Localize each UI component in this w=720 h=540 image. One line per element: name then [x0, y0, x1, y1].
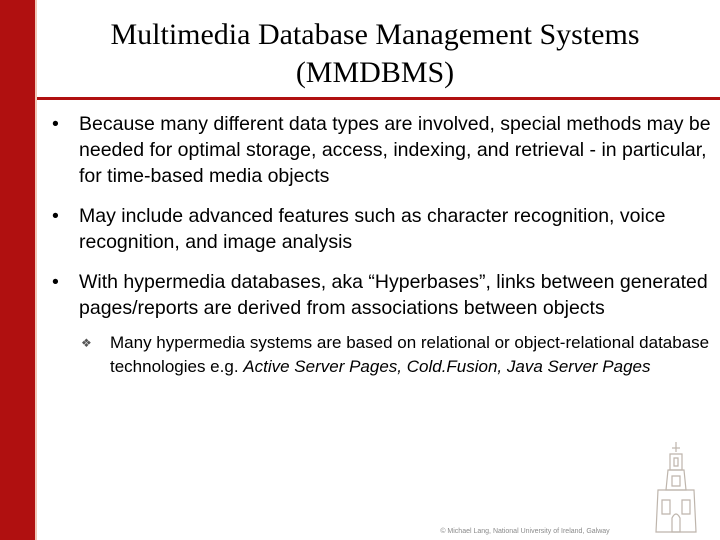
slide-title-line2: (MMDBMS) [295, 56, 455, 89]
sub-bullet-item [79, 331, 712, 379]
bullet-marker: • [52, 205, 59, 227]
bullet-item [52, 111, 712, 189]
bullet-text: With hypermedia databases, aka “Hyperbases”, links between generated pages/reports are derived from associations between objects [79, 271, 708, 319]
bullet-list [52, 111, 712, 393]
slide-title [40, 16, 710, 92]
bullet-item [52, 203, 712, 255]
bullet-text: May include advanced features such as character recognition, voice recognition, and image analysis [79, 205, 666, 253]
bullet-marker: • [52, 271, 59, 293]
bullet-text: Because many different data types are involved, special methods may be needed for optimal storage, access, indexing, and retrieval - in particular, for time-based media objects [79, 113, 711, 187]
left-accent-bar [0, 0, 35, 540]
sub-bullet-text-italic: Active Server Pages, Cold.Fusion, Java Server Pages [243, 357, 651, 376]
slide-title-line1: Multimedia Database Management Systems [110, 18, 640, 51]
footer-copyright: © Michael Lang, National University of Ireland, Galway [440, 528, 610, 535]
diamond-bullet-icon: ❖ [81, 336, 92, 350]
left-accent-stripe [35, 0, 37, 540]
bullet-marker: • [52, 113, 59, 135]
bullet-item [52, 269, 712, 379]
sub-bullet-text-plain: Many hypermedia systems are based on relational or object-relational database technologies e.g. [110, 333, 710, 376]
university-logo-icon [648, 440, 704, 535]
sub-bullet-text [110, 333, 709, 376]
title-divider [37, 97, 720, 100]
